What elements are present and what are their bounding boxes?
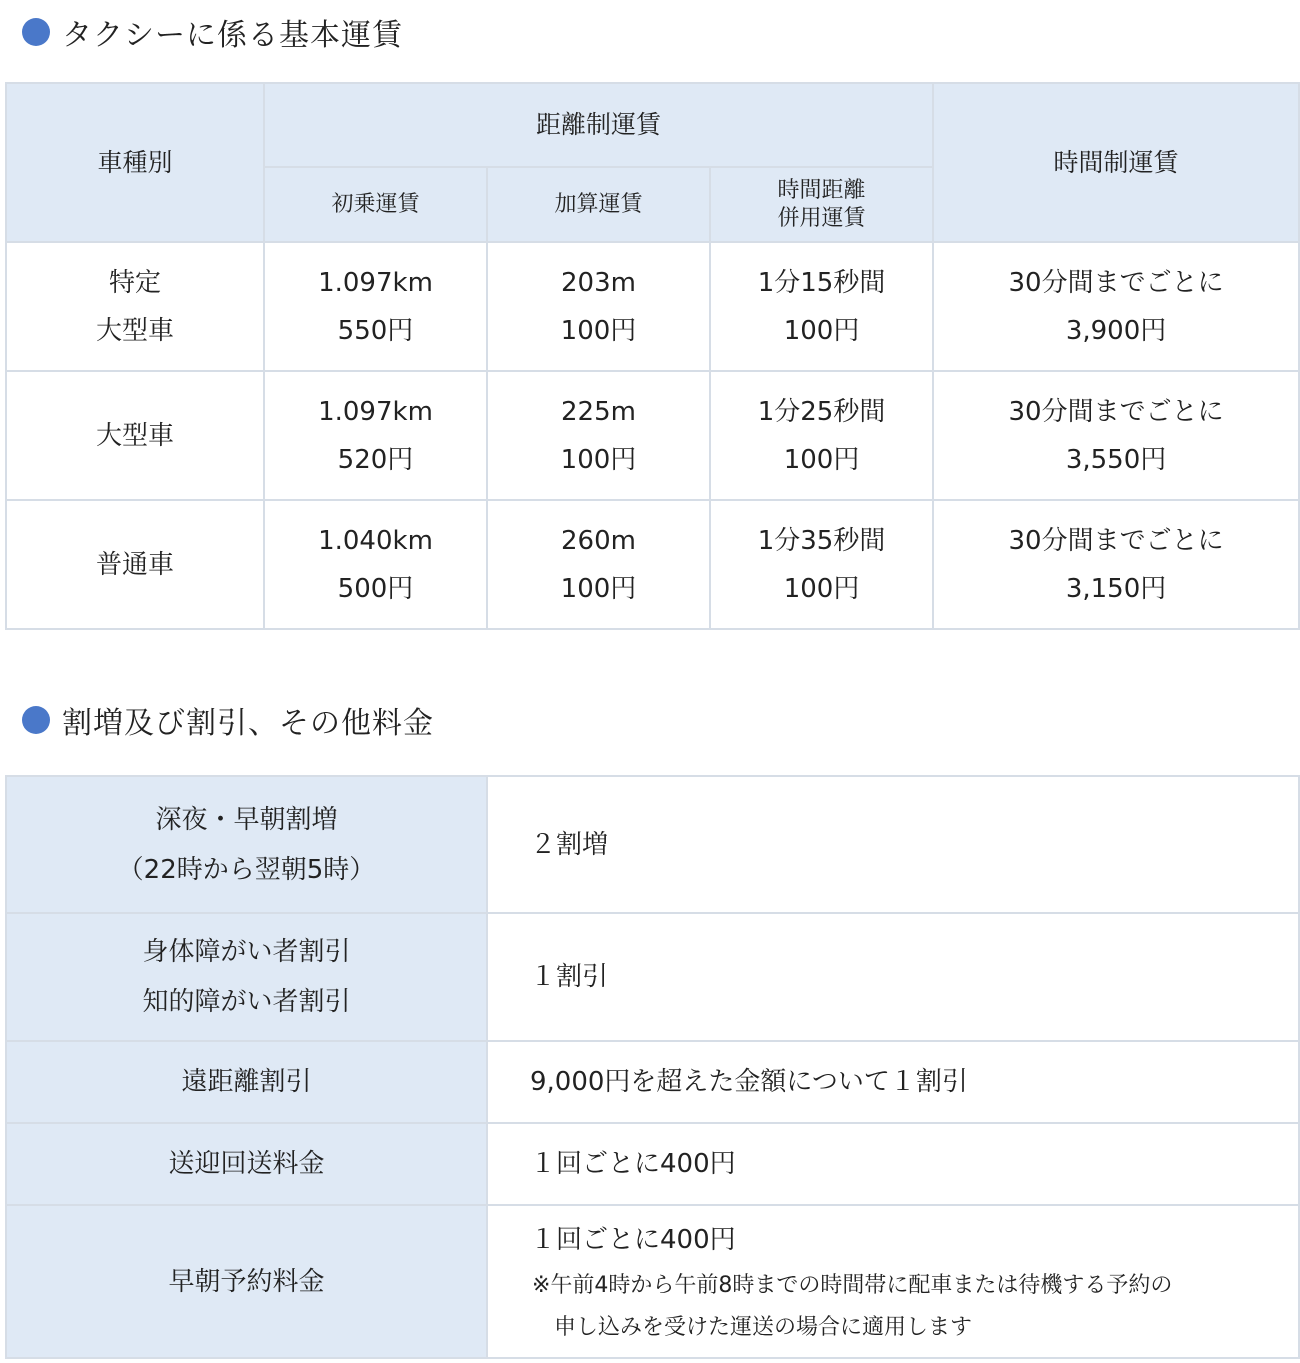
time-unit: 30分間までごとに [1008,396,1224,427]
surcharge-value: １割引 [530,962,609,992]
time-unit: 30分間までごとに [1008,525,1224,556]
added-distance: 225m [561,396,636,427]
header-added-fare: 加算運賃 [487,167,710,242]
vehicle-cell [6,242,264,371]
header-initial-fare: 初乗運賃 [264,167,487,242]
initial-distance: 1.040km [318,525,433,556]
initial-price: 520円 [337,444,414,475]
combined-time: 1分25秒間 [757,396,886,427]
surcharge-value-cell [487,913,1299,1041]
table-row [6,913,1299,1041]
combined-price: 100円 [783,315,860,346]
bullet-dot-icon [22,706,50,734]
surcharge-label: 身体障がい者割引 [142,937,351,967]
surcharge-value-cell [487,1123,1299,1205]
table-row [6,500,1299,629]
time-unit: 30分間までごとに [1008,267,1224,298]
header-combined-fare [710,167,933,242]
initial-fare-cell [264,500,487,629]
vehicle-cell [6,371,264,500]
surcharge-label-line2: （22時から翌朝5時） [117,854,376,885]
section-title-basic-fare [22,10,403,54]
header-distance-fare: 距離制運賃 [264,83,933,167]
initial-distance: 1.097km [318,267,433,298]
surcharge-value-cell [487,1205,1299,1358]
surcharge-note: ※午前4時から午前8時までの時間帯に配車または待機する予約の [532,1272,1173,1298]
surcharge-label: 送迎回送料金 [168,1149,325,1179]
time-price: 3,900円 [1065,315,1167,346]
surcharge-value: 9,000円を超えた金額について１割引 [530,1067,968,1097]
bullet-dot-icon [22,18,50,46]
combined-price: 100円 [783,444,860,475]
added-fare-cell [487,242,710,371]
combined-fare-cell [710,500,933,629]
surcharge-value: １回ごとに400円 [530,1224,736,1255]
time-fare-cell [933,500,1299,629]
surcharge-label-cell [6,1205,487,1358]
table-row [6,371,1299,500]
surcharge-label: 遠距離割引 [181,1067,312,1097]
table-row [6,776,1299,913]
surcharge-label-cell [6,776,487,913]
surcharge-label: 深夜・早朝割増 [155,804,338,835]
time-price: 3,150円 [1065,573,1167,604]
surcharge-note-line2: 申し込みを受けた運送の場合に適用します [532,1314,973,1340]
combined-time: 1分15秒間 [757,267,886,298]
table-row [6,242,1299,371]
initial-fare-cell [264,371,487,500]
table-row [6,1041,1299,1123]
table-row [6,1123,1299,1205]
combined-fare-cell [710,371,933,500]
section-title-surcharges [22,698,434,742]
initial-fare-cell [264,242,487,371]
vehicle-name-line2: 大型車 [95,315,174,346]
added-price: 100円 [560,444,637,475]
time-fare-cell [933,371,1299,500]
surcharge-value-cell [487,776,1299,913]
surcharge-value: ２割増 [530,829,609,860]
vehicle-cell [6,500,264,629]
header-combined-line2: 併用運賃 [777,205,866,231]
surcharge-label: 早朝予約料金 [168,1266,325,1297]
surcharge-label-cell [6,913,487,1041]
combined-time: 1分35秒間 [757,525,886,556]
surcharge-value: １回ごとに400円 [530,1149,736,1179]
added-fare-cell [487,500,710,629]
vehicle-name: 普通車 [95,549,174,580]
added-distance: 260m [561,525,636,556]
added-distance: 203m [561,267,636,298]
surcharge-label-cell [6,1123,487,1205]
surcharge-value-cell [487,1041,1299,1123]
header-time-fare: 時間制運賃 [933,83,1299,242]
time-fare-cell [933,242,1299,371]
header-combined-line1: 時間距離 [777,177,866,203]
vehicle-name: 特定 [108,267,161,298]
surcharge-label-line2: 知的障がい者割引 [142,987,351,1017]
header-vehicle: 車種別 [6,83,264,242]
combined-price: 100円 [783,573,860,604]
added-fare-cell [487,371,710,500]
initial-price: 500円 [337,573,414,604]
time-price: 3,550円 [1065,444,1167,475]
added-price: 100円 [560,315,637,346]
combined-fare-cell [710,242,933,371]
section-title-text: タクシーに係る基本運賃 [62,18,403,53]
added-price: 100円 [560,573,637,604]
initial-price: 550円 [337,315,414,346]
vehicle-name: 大型車 [95,420,174,451]
basic-fare-table [5,82,1300,630]
surcharge-label-cell [6,1041,487,1123]
table-row [6,1205,1299,1358]
section-title-text: 割増及び割引、その他料金 [62,706,434,741]
initial-distance: 1.097km [318,396,433,427]
surcharge-table [5,775,1300,1359]
